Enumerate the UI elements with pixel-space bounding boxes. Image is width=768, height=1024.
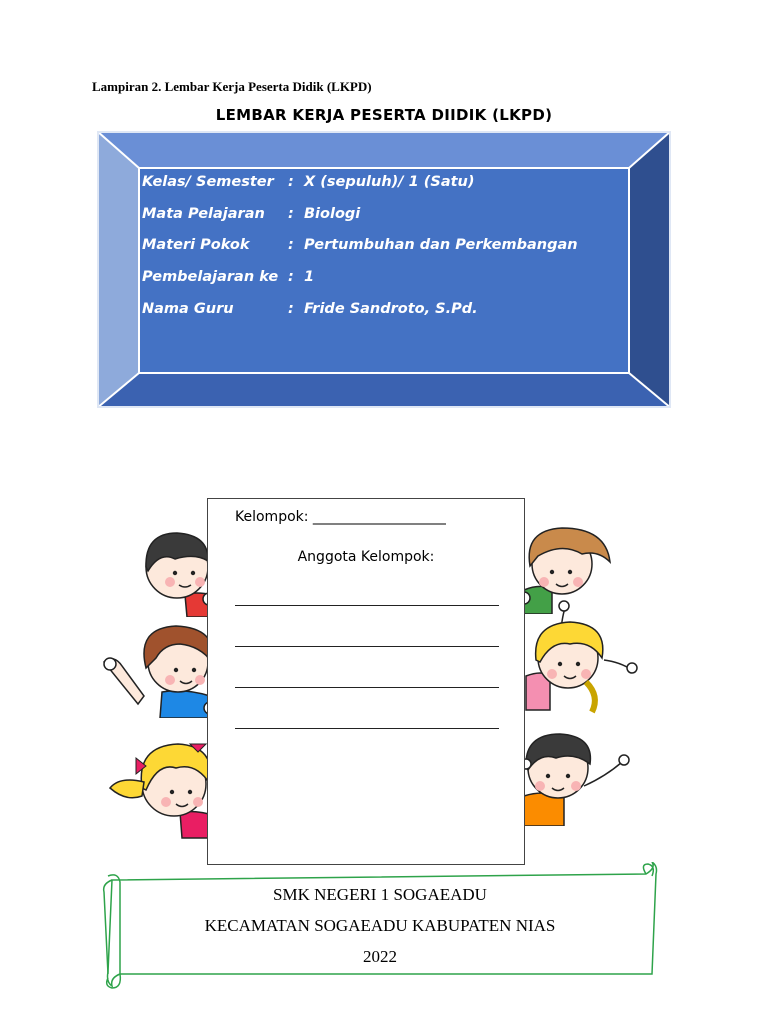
info-colon: : [288,300,294,317]
info-value: 1 [304,269,315,286]
kid-illustration-left-1 [135,525,217,617]
info-colon: : [288,205,294,222]
school-year: 2022 [363,947,397,966]
kid-illustration-left-2 [100,618,215,718]
info-label: Pembelajaran ke [142,269,279,286]
info-label: Materi Pokok [142,237,250,254]
attachment-caption: Lampiran 2. Lembar Kerja Peserta Didik (LKPD) [92,79,372,94]
info-row-topic [142,237,622,269]
info-row-class [142,174,622,206]
member-line-4[interactable] [235,728,499,729]
info-colon: : [288,174,294,190]
info-value: X (sepuluh)/ 1 (Satu) [304,174,475,190]
member-line-3[interactable] [235,687,499,688]
info-row-teacher [142,301,622,333]
member-line-2[interactable] [235,646,499,647]
page-title: LEMBAR KERJA PESERTA DIIDIK (LKPD) [215,106,553,124]
info-row-lesson [142,269,622,301]
members-label: Anggota Kelompok: [297,549,435,565]
info-value: Biologi [304,205,361,222]
info-table [142,174,622,332]
kid-illustration-right-3 [514,730,632,826]
info-label: Nama Guru [142,300,234,317]
kid-illustration-left-3 [106,732,218,842]
info-value: Pertumbuhan dan Perkembangan [304,237,578,254]
info-value: Fride Sandroto, S.Pd. [304,300,478,317]
info-row-subject [142,206,622,238]
member-line-1[interactable] [235,605,499,606]
info-colon: : [288,237,294,254]
group-label: Kelompok: ___________________ [235,509,446,525]
info-colon: : [288,269,294,286]
info-label: Mata Pelajaran [142,205,265,222]
group-card [207,498,525,865]
school-district: KECAMATAN SOGAEADU KABUPATEN NIAS [204,916,556,935]
info-label: Kelas/ Semester [142,174,274,190]
school-name: SMK NEGERI 1 SOGAEADU [273,885,487,904]
kid-illustration-right-2 [520,600,638,715]
